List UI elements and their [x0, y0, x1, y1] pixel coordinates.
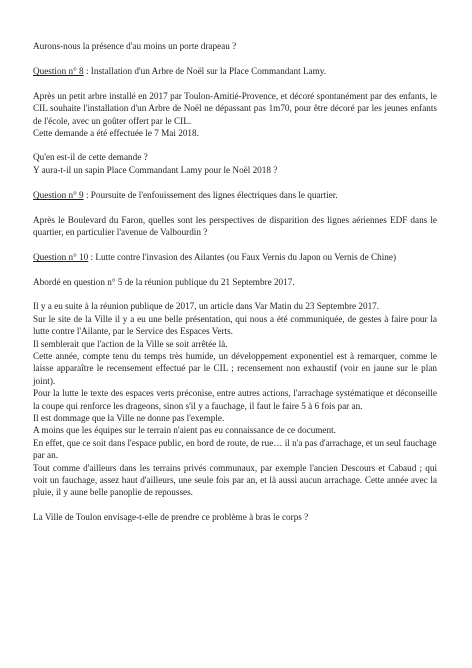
question-8-request-note: Cette demande a été effectuée le 7 Mai 2018.: [33, 128, 199, 139]
question-10-paragraph-1: Il y a eu suite à la réunion publique de 2017, un article dans Var Matin du 23 Septembre 2017.: [33, 301, 380, 312]
question-10-heading: [33, 251, 437, 263]
question-10-paragraph-7: A moins que les équipes sur le terrain n'aient pas eu connaissance de ce document.: [33, 425, 336, 436]
question-10-paragraph-5: Pour la lutte le texte des espaces verts préconise, entre autres actions, l'arrachage systématique et déconseille la coupe qui renforce les drageons, sinon s'il y a fauchage, il faut le faire 5 à 6 fois par an.: [33, 388, 437, 411]
question-10-label: Question n° 10: [33, 252, 89, 263]
question-10-paragraph-6: Il est dommage que la Ville ne donne pas l'exemple.: [33, 412, 225, 423]
question-10-paragraph-2: Sur le site de la Ville il y a eu une belle présentation, qui nous a été communiquée, de gestes à faire pour la lutte contre l'Ailante, par le Service des Espaces Verts.: [33, 313, 437, 337]
question-10-paragraph-3: Il semblerait que l'action de la Ville se soit arrêtée là.: [33, 338, 228, 349]
question-8-heading: [33, 65, 437, 77]
question-10-closing-question: La Ville de Toulon envisage-t-elle de prendre ce problème à bras le corps ?: [33, 511, 309, 522]
question-9-body: Après le Boulevard du Faron, quelles sont les perspectives de disparition des lignes aériennes EDF dans le quartier, en particulier l'avenue de Valbourdin ?: [33, 214, 437, 238]
question-9-label: Question n° 9: [33, 190, 84, 201]
question-10-paragraph-8: En effet, que ce soit dans l'espace public, en bord de route, de rue… il n'a pas d'arrachage, et un seul fauchage par an.: [33, 437, 437, 461]
question-8-followup-2: Y aura-t-il un sapin Place Commandant Lamy pour le Noël 2018 ?: [33, 164, 278, 175]
intro-question: Aurons-nous la présence d'au moins un porte drapeau ?: [33, 41, 237, 51]
question-10-paragraph-4: Cette année, compte tenu du temps très humide, un développement exponentiel est à remarquer, comme le laisse apparaître le recensement effectué par le CIL ; recensement non exhaustif (voir en jaune sur le plan joint).: [33, 350, 437, 386]
question-8-body: Après un petit arbre installé en 2017 par Toulon-Amitié-Provence, et décoré spontanément par des enfants, le CIL souhaite l'installation d'un Arbre de Noël ne dépassant pas 1m70, pour être décoré par les jeunes enfants de l'école, avec un goûter offert par le CIL.: [33, 90, 437, 126]
question-8-label: Question n° 8: [33, 66, 84, 77]
question-9-heading: [33, 189, 437, 201]
question-8-followup-1: Qu'en est-il de cette demande ?: [33, 152, 148, 163]
question-10-paragraph-9: Tout comme d'ailleurs dans les terrains privés communaux, par exemple l'ancien Descours et Cabaud ; qui voit un fauchage, assez haut d'ailleurs, une seule fois par an, et là aussi aucun arrachage. Cette année avec la pluie, il y aune belle panoplie de repousses.: [33, 462, 437, 498]
question-8-title: : Installation d'un Arbre de Noël sur la Place Commandant Lamy.: [83, 66, 327, 77]
question-9-title: : Poursuite de l'enfouissement des lignes électriques dans le quartier.: [83, 190, 338, 201]
document-body: [33, 40, 437, 523]
question-10-addressed: Abordé en question n° 5 de la réunion publique du 21 Septembre 2017.: [33, 276, 295, 287]
question-10-title: : Lutte contre l'invasion des Ailantes (ou Faux Vernis du Japon ou Vernis de Chine): [88, 252, 397, 263]
